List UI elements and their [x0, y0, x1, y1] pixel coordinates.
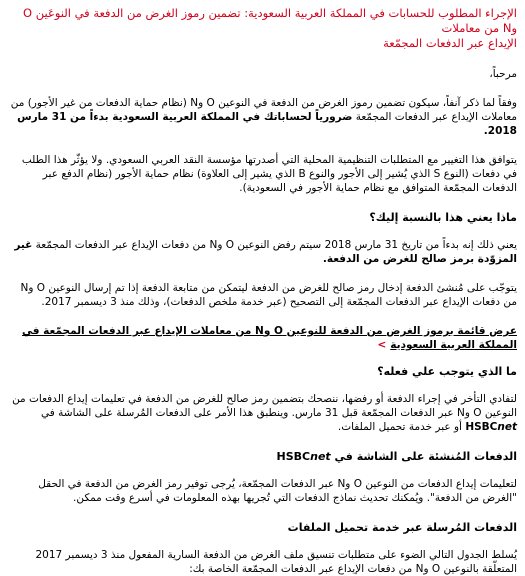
initiator-paragraph: يتوجّب على مُنشئ الدفعة إدخال رمز صالح للغرض من الدفعة ليتمكن من متابعة الدفعة إذا تم إرسال النوعين O وN من دفعات الإيداع عبر الدفعات المجمّعة إلى التصحيح (عبر خدمة ملخص الدفعات)، وذلك منذ 3 ديسمبر 2017. [20, 282, 517, 308]
page-title [8, 6, 517, 51]
action-text: لتفادي التأخر في إجراء الدفعة أو رفضها، ننصحك بتضمين رمز صالح للغرض من الدفعة في تعليمات إيداع الدفعات من النوعين O وN عبر الدفعات المجمّعة قبل 31 مارس. وينطبق هذا الأمر على الدفعات المُرسلة على الشاشة في [12, 393, 517, 419]
section-heading-onscreen [8, 449, 517, 464]
section-heading-what-it-means: ماذا يعني هذا بالنسبة إليك؟ [369, 211, 517, 224]
section-heading-what-to-do: ما الذي يتوجب علي فعله؟ [377, 365, 517, 378]
section-heading-file-upload: الدفعات المُرسلة عبر خدمة تحميل الملفات [287, 521, 517, 534]
purpose-codes-link[interactable]: عرض قائمة برموز الغرض من الدفعة للنوعين O وN من معاملات الإيداع عبر الدفعات المجمّعة في المملكة العربية السعودية [22, 325, 517, 351]
intro-paragraph [8, 96, 517, 138]
onscreen-heading-text: الدفعات المُنشئة على الشاشة في [330, 450, 517, 463]
onscreen-hsbcnet: HSBCnet [276, 450, 331, 463]
greeting: مرحباً، [489, 68, 517, 80]
onscreen-paragraph: لتعليمات إيداع الدفعات من النوعين O وN عبر الدفعات المجمّعة، يُرجى توفير رمز الغرض من الدفعة في الحقل "الغرض من الدفعة". ويُمكنك تحديث نماذج الدفعات التي تُجريها بهذه المعلومات في أسرع وقت ممكن. [38, 478, 517, 504]
intro-deadline: ضرورياً لحساباتك في المملكة العربية السعودية بدءاً من 31 مارس 2018. [17, 111, 517, 137]
title-line-2: الإيداع عبر الدفعات المجمّعة [383, 36, 517, 50]
action-paragraph [8, 392, 517, 434]
meaning-paragraph [8, 238, 517, 266]
purpose-codes-link-row [8, 324, 517, 352]
regulatory-paragraph: يتوافق هذا التغيير مع المتطلبات التنظيمية المحلية التي أصدرتها مؤسسة النقد العربي السعودي. ولا يؤثّر هذا الطلب في دفعات (النوع S الذي يُشير إلى الأجور والنوع B الذي يشير إلى العلاوة) نظام حماية الأجور (نظام الدفع عبر الدفعات المجمّعة المتوافق مع نظام حماية الأجور في السعودية). [21, 154, 517, 194]
link-arrow-icon: > [377, 339, 387, 351]
intro-text: وفقاً لما ذكر آنفاً، سيكون تضمين رموز الغرض من الدفعة في النوعين O وN (نظام حماية الدفعات من غير الأجور) من معاملات الإيداع عبر الدفعات المجمّعة [10, 97, 517, 123]
meaning-text: يعني ذلك إنه بدءاً من تاريخ 31 مارس 2018 سيتم رفض النوعين O وN من دفعات الإيداع عبر الدفعات المجمّعة [32, 239, 517, 251]
action-text-end: أو عبر خدمة تحميل الملفات. [337, 421, 466, 433]
title-line-1: الإجراء المطلوب للحسابات في المملكة العربية السعودية: تضمين رموز الغرض من الدفعة في النوعَين O وN من معاملات [23, 6, 517, 35]
action-hsbcnet: HSBCnet [465, 421, 517, 433]
meaning-emphasis: غير المزوّدة برمز صالح للغرض من الدفعة. [14, 239, 517, 265]
file-upload-paragraph: يُسلط الجدول التالي الضوء على متطلبات تنسيق ملف الغرض من الدفعة السارية المفعول منذ 3 ديسمبر 2017 المتعلّقة بالنوعين O وN من دفعات الإيداع عبر الدفعات المجمّعة الخاصة بك: [35, 549, 517, 575]
